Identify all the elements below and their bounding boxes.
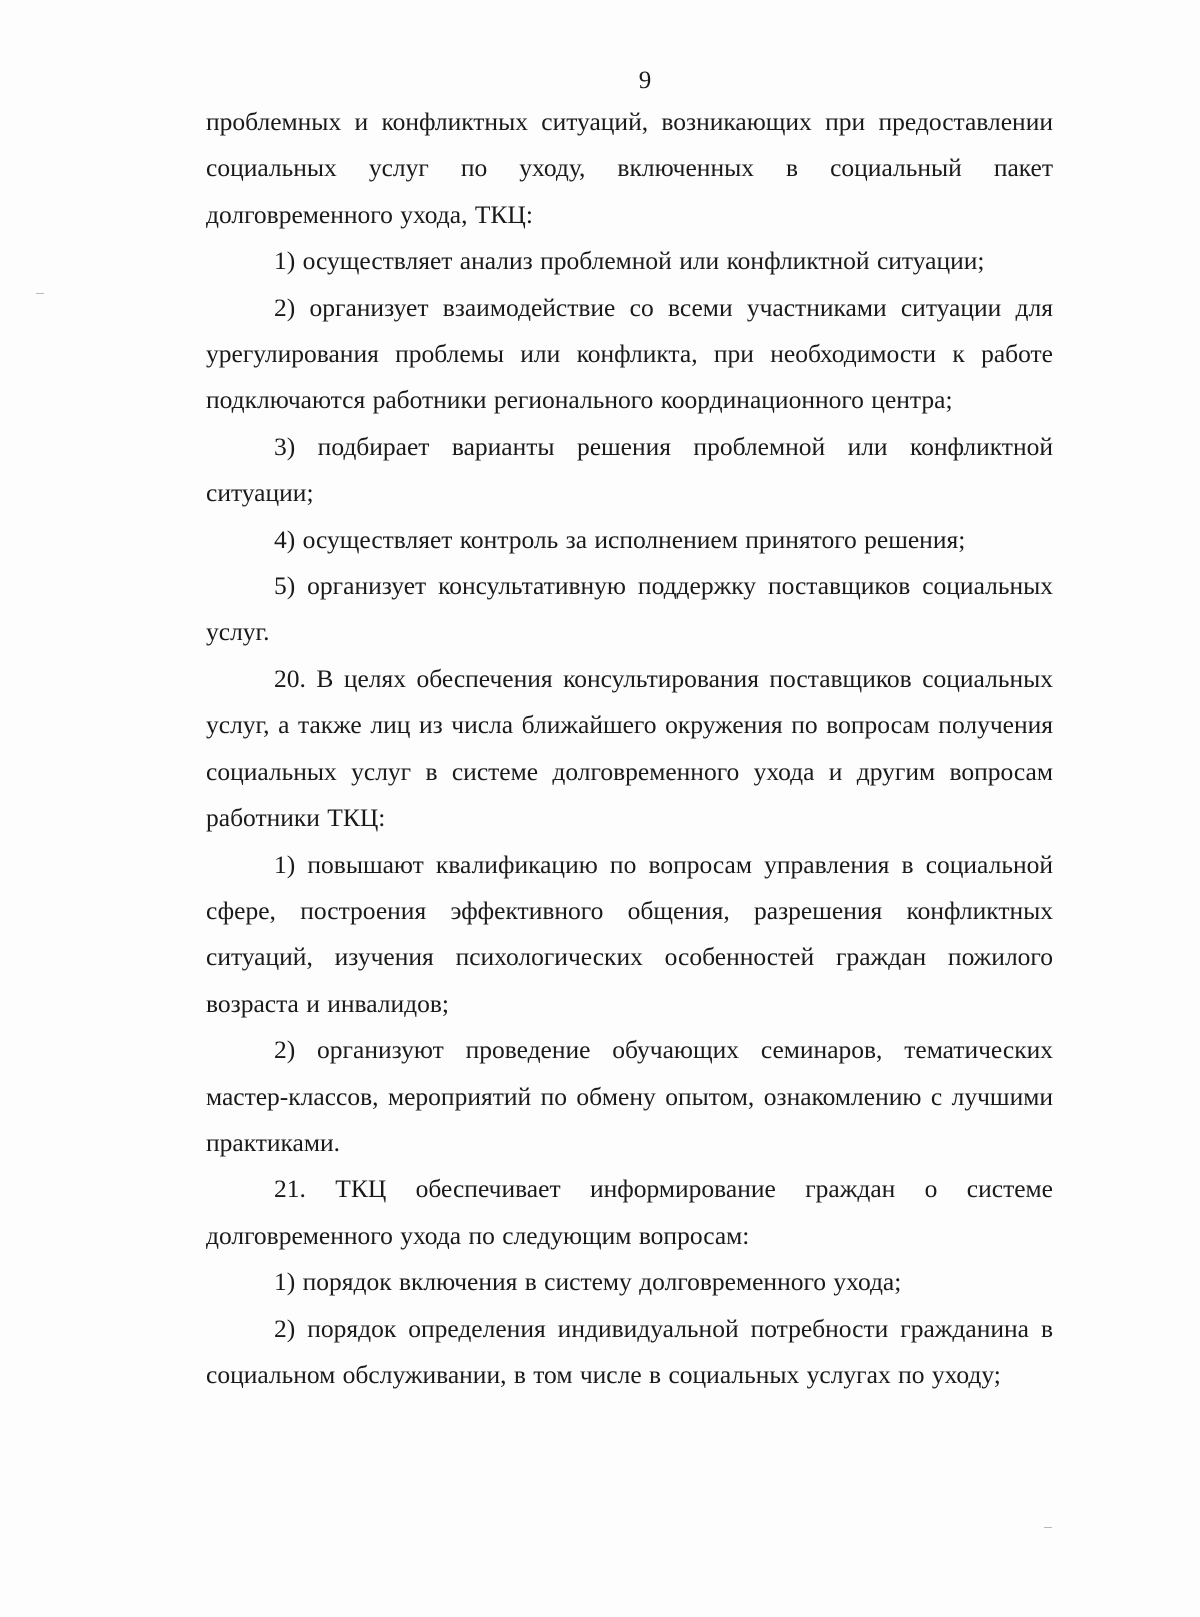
list-item-analysis: 1) осуществляет анализ проблемной или конфликтной ситуации; — [274, 246, 985, 276]
list-item-needs-assessment: 2) порядок определения индивидуальной потребности гражданина в социальном обслуживании, в том числе в социальных услугах по уходу; — [206, 1313, 1053, 1389]
list-item-qualification: 1) повышают квалификацию по вопросам управления в социальной сфере, построения эффективного общения, разрешения конфликтных ситуаций, изучения психологических особенностей граждан пожилого возраста и инвалидов; — [206, 849, 1053, 1018]
page-number: 9 — [638, 67, 652, 94]
list-item-interaction: 2) организует взаимодействие со всеми участниками ситуации для урегулирования проблемы или конфликта, при необходимости к работе подключаются работники регионального координационного центра; — [206, 292, 1053, 415]
list-item-seminars: 2) организуют проведение обучающих семинаров, тематических мастер-классов, мероприятий по обмену опытом, ознакомлению с лучшими практиками. — [206, 1035, 1053, 1157]
list-item-inclusion-order: 1) порядок включения в систему долговременного ухода; — [274, 1267, 902, 1297]
paragraph-continuation: проблемных и конфликтных ситуаций, возникающих при предоставлении социальных услуг по уходу, включенных в социальный пакет долговременного ухода, ТКЦ: — [206, 107, 1053, 229]
clause-21: 21. ТКЦ обеспечивает информирование граждан о системе долговременного ухода по следующим вопросам: — [206, 1174, 1053, 1250]
document-body — [206, 99, 1053, 1398]
scan-speck — [1044, 1527, 1052, 1528]
scan-speck — [36, 293, 44, 294]
list-item-consulting-support: 5) организует консультативную поддержку поставщиков социальных услуг. — [206, 571, 1053, 647]
clause-20: 20. В целях обеспечения консультирования поставщиков социальных услуг, а также лиц из числа ближайшего окружения по вопросам получения социальных услуг в системе долговременного ухода и другим вопросам работники ТКЦ: — [206, 663, 1053, 833]
list-item-control: 4) осуществляет контроль за исполнением принятого решения; — [274, 524, 966, 554]
list-item-solutions: 3) подбирает варианты решения проблемной или конфликтной ситуации; — [206, 431, 1053, 508]
